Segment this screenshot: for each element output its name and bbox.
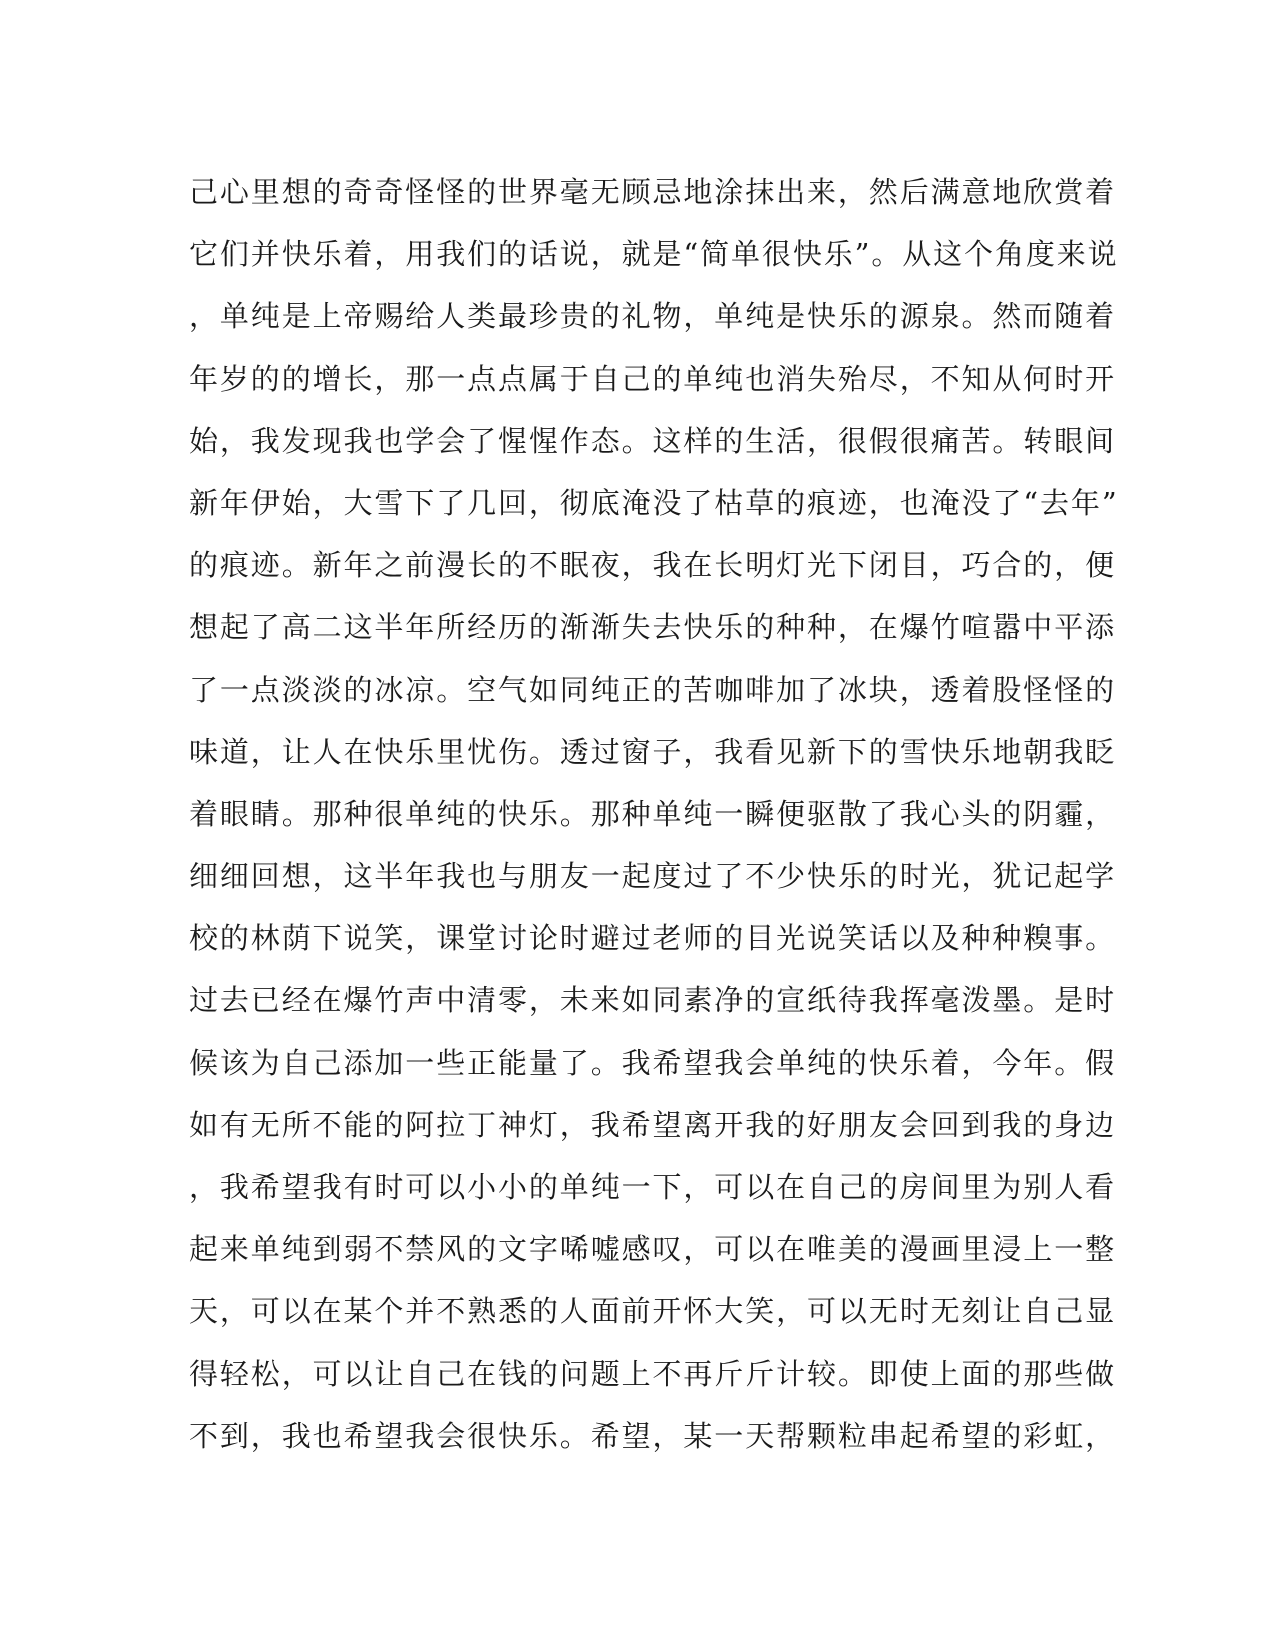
body-text bbox=[189, 161, 1119, 1467]
text-line-20: 得轻松，可以让自己在钱的问题上不再斤斤计较。即使上面的那些做 bbox=[189, 1356, 1117, 1391]
text-line-17: ，我希望我有时可以小小的单纯一下，可以在自己的房间里为别人看 bbox=[189, 1170, 1117, 1204]
text-line-4: 年岁的的增长，那一点点属于自己的单纯也消失殆尽，不知从何时开 bbox=[189, 361, 1117, 396]
text-line-13: 校的林荫下说笑，课堂讨论时避过老师的目光说笑话以及种种糗事。 bbox=[189, 921, 1117, 956]
text-line-8: 想起了高二这半年所经历的渐渐失去快乐的种种，在爆竹喧嚣中平添 bbox=[189, 610, 1117, 645]
text-line-16: 如有无所不能的阿拉丁神灯，我希望离开我的好朋友会回到我的身边 bbox=[189, 1107, 1117, 1142]
text-line-6: 新年伊始，大雪下了几回，彻底淹没了枯草的痕迹，也淹没了“去年” bbox=[189, 485, 1119, 520]
text-line-1: 己心里想的奇奇怪怪的世界毫无顾忌地涂抹出来，然后满意地欣赏着 bbox=[189, 175, 1117, 209]
text-line-3: ，单纯是上帝赐给人类最珍贵的礼物，单纯是快乐的源泉。然而随着 bbox=[189, 299, 1117, 334]
text-line-14: 过去已经在爆竹声中清零，未来如同素净的宣纸待我挥毫泼墨。是时 bbox=[189, 983, 1117, 1018]
text-line-12: 细细回想，这半年我也与朋友一起度过了不少快乐的时光，犹记起学 bbox=[189, 859, 1117, 894]
text-line-10: 味道，让人在快乐里忧伤。透过窗子，我看见新下的雪快乐地朝我眨 bbox=[189, 734, 1117, 769]
text-line-11: 着眼睛。那种很单纯的快乐。那种单纯一瞬便驱散了我心头的阴霾， bbox=[189, 796, 1117, 831]
text-line-7: 的痕迹。新年之前漫长的不眠夜，我在长明灯光下闭目，巧合的，便 bbox=[189, 548, 1117, 583]
text-line-2: 它们并快乐着，用我们的话说，就是“简单很快乐”。从这个角度来说 bbox=[189, 237, 1119, 272]
text-line-21: 不到，我也希望我会很快乐。希望，某一天帮颗粒串起希望的彩虹， bbox=[189, 1418, 1117, 1453]
text-line-18: 起来单纯到弱不禁风的文字唏嘘感叹，可以在唯美的漫画里浸上一整 bbox=[189, 1232, 1117, 1267]
text-line-19: 天，可以在某个并不熟悉的人面前开怀大笑，可以无时无刻让自己显 bbox=[189, 1294, 1117, 1329]
text-line-5: 始，我发现我也学会了惺惺作态。这样的生活，很假很痛苦。转眼间 bbox=[189, 423, 1117, 458]
text-line-15: 候该为自己添加一些正能量了。我希望我会单纯的快乐着，今年。假 bbox=[189, 1045, 1117, 1080]
text-line-9: 了一点淡淡的冰凉。空气如同纯正的苦咖啡加了冰块，透着股怪怪的 bbox=[189, 672, 1117, 707]
